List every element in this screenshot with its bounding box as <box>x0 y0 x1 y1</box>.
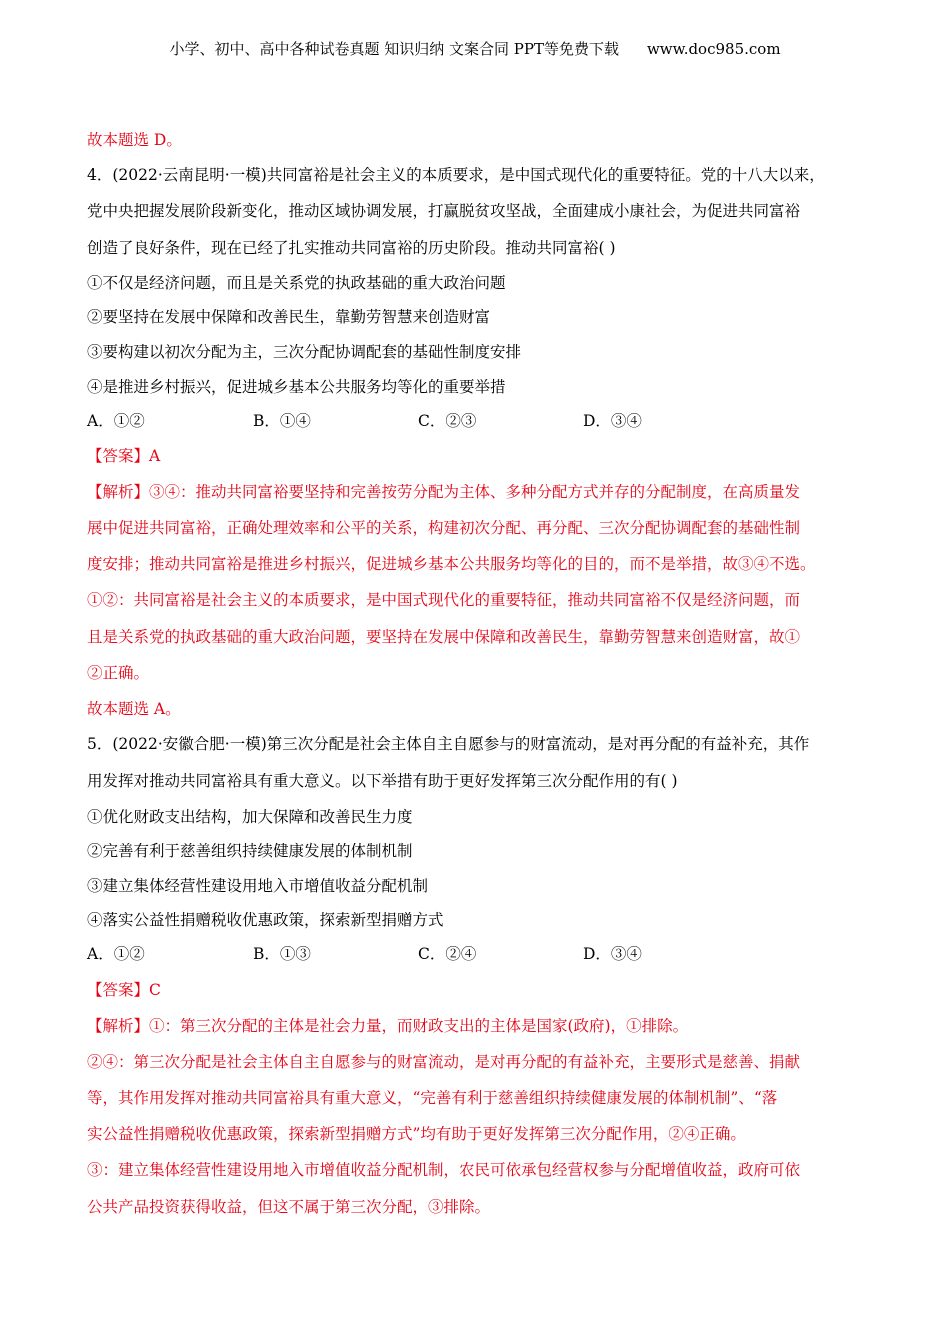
q5-analysis-line: 【解析】①：第三次分配的主体是社会力量，而财政支出的主体是国家(政府)，①排除。 <box>87 1017 689 1035</box>
q5-analysis-line: 等，其作用发挥对推动共同富裕具有重大意义，“完善有利于慈善组织持续健康发展的体制机制”、“落 <box>87 1089 778 1107</box>
q4-option-b: B．①④ <box>253 412 311 430</box>
q4-option-a: A．①② <box>87 412 145 430</box>
q4-stem-line: 党中央把握发展阶段新变化，推动区域协调发展，打赢脱贫攻坚战，全面建成小康社会，为促进共同富裕 <box>87 202 801 220</box>
q5-option-b: B．①③ <box>253 945 311 963</box>
header-site-link[interactable]: www.doc985.com <box>646 40 781 58</box>
q5-item: ①优化财政支出结构，加大保障和改善民生力度 <box>87 808 413 826</box>
q5-item: ③建立集体经营性建设用地入市增值收益分配机制 <box>87 877 429 895</box>
q5-stem-line: 用发挥对推动共同富裕具有重大意义。以下举措有助于更好发挥第三次分配作用的有( ) <box>87 772 678 790</box>
q4-analysis-line: 【解析】③④：推动共同富裕要坚持和完善按劳分配为主体、多种分配方式并存的分配制度，在高质量发 <box>87 483 801 501</box>
q5-stem-line: 5．(2022·安徽合肥·一模)第三次分配是社会主体自主自愿参与的财富流动，是对再分配的有益补充，其作 <box>87 735 810 753</box>
q4-analysis-line: ①②：共同富裕是社会主义的本质要求，是中国式现代化的重要特征，推动共同富裕不仅是经济问题，而 <box>87 591 801 609</box>
q4-answer: 【答案】A <box>87 447 161 465</box>
q4-analysis-line: 展中促进共同富裕，正确处理效率和公平的关系，构建初次分配、再分配、三次分配协调配套的基础性制 <box>87 519 801 537</box>
q5-option-d: D．③④ <box>583 945 642 963</box>
q4-analysis-line: 度安排；推动共同富裕是推进乡村振兴，促进城乡基本公共服务均等化的目的，而不是举措，故③④不选。 <box>87 555 816 573</box>
q5-analysis-line: 公共产品投资获得收益，但这不属于第三次分配，③排除。 <box>87 1198 491 1216</box>
q4-option-c: C．②③ <box>418 412 477 430</box>
q4-stem-line: 创造了良好条件，现在已经了扎实推动共同富裕的历史阶段。推动共同富裕( ) <box>87 239 616 257</box>
q4-stem-line: 4．(2022·云南昆明·一模)共同富裕是社会主义的本质要求，是中国式现代化的重要特征。党的十八大以来， <box>87 166 825 184</box>
prev-conclusion: 故本题选 D。 <box>87 131 182 149</box>
q4-item: ④是推进乡村振兴，促进城乡基本公共服务均等化的重要举措 <box>87 378 506 396</box>
q5-analysis-line: 实公益性捐赠税收优惠政策，探索新型捐赠方式”均有助于更好发挥第三次分配作用，②④正确。 <box>87 1125 746 1143</box>
q4-item: ③要构建以初次分配为主，三次分配协调配套的基础性制度安排 <box>87 343 522 361</box>
q4-item: ①不仅是经济问题，而且是关系党的执政基础的重大政治问题 <box>87 274 506 292</box>
q5-option-c: C．②④ <box>418 945 477 963</box>
q4-item: ②要坚持在发展中保障和改善民生，靠勤劳智慧来创造财富 <box>87 308 491 326</box>
page-header <box>0 39 950 59</box>
q5-analysis-line: ②④：第三次分配是社会主体自主自愿参与的财富流动，是对再分配的有益补充，主要形式是慈善、捐献 <box>87 1053 801 1071</box>
q5-item: ④落实公益性捐赠税收优惠政策，探索新型捐赠方式 <box>87 911 444 929</box>
q5-answer: 【答案】C <box>87 981 161 999</box>
q4-analysis-line: ②正确。 <box>87 664 150 682</box>
q4-analysis-line: 且是关系党的执政基础的重大政治问题，要坚持在发展中保障和改善民生，靠勤劳智慧来创造财富，故① <box>87 628 801 646</box>
q4-conclusion: 故本题选 A。 <box>87 700 181 718</box>
q4-option-d: D．③④ <box>583 412 642 430</box>
q5-analysis-line: ③：建立集体经营性建设用地入市增值收益分配机制，农民可依承包经营权参与分配增值收益，政府可依 <box>87 1161 801 1179</box>
header-text: 小学、初中、高中各种试卷真题 知识归纳 文案合同 PPT等免费下载 <box>169 40 619 58</box>
q5-option-a: A．①② <box>87 945 145 963</box>
q5-item: ②完善有利于慈善组织持续健康发展的体制机制 <box>87 842 413 860</box>
